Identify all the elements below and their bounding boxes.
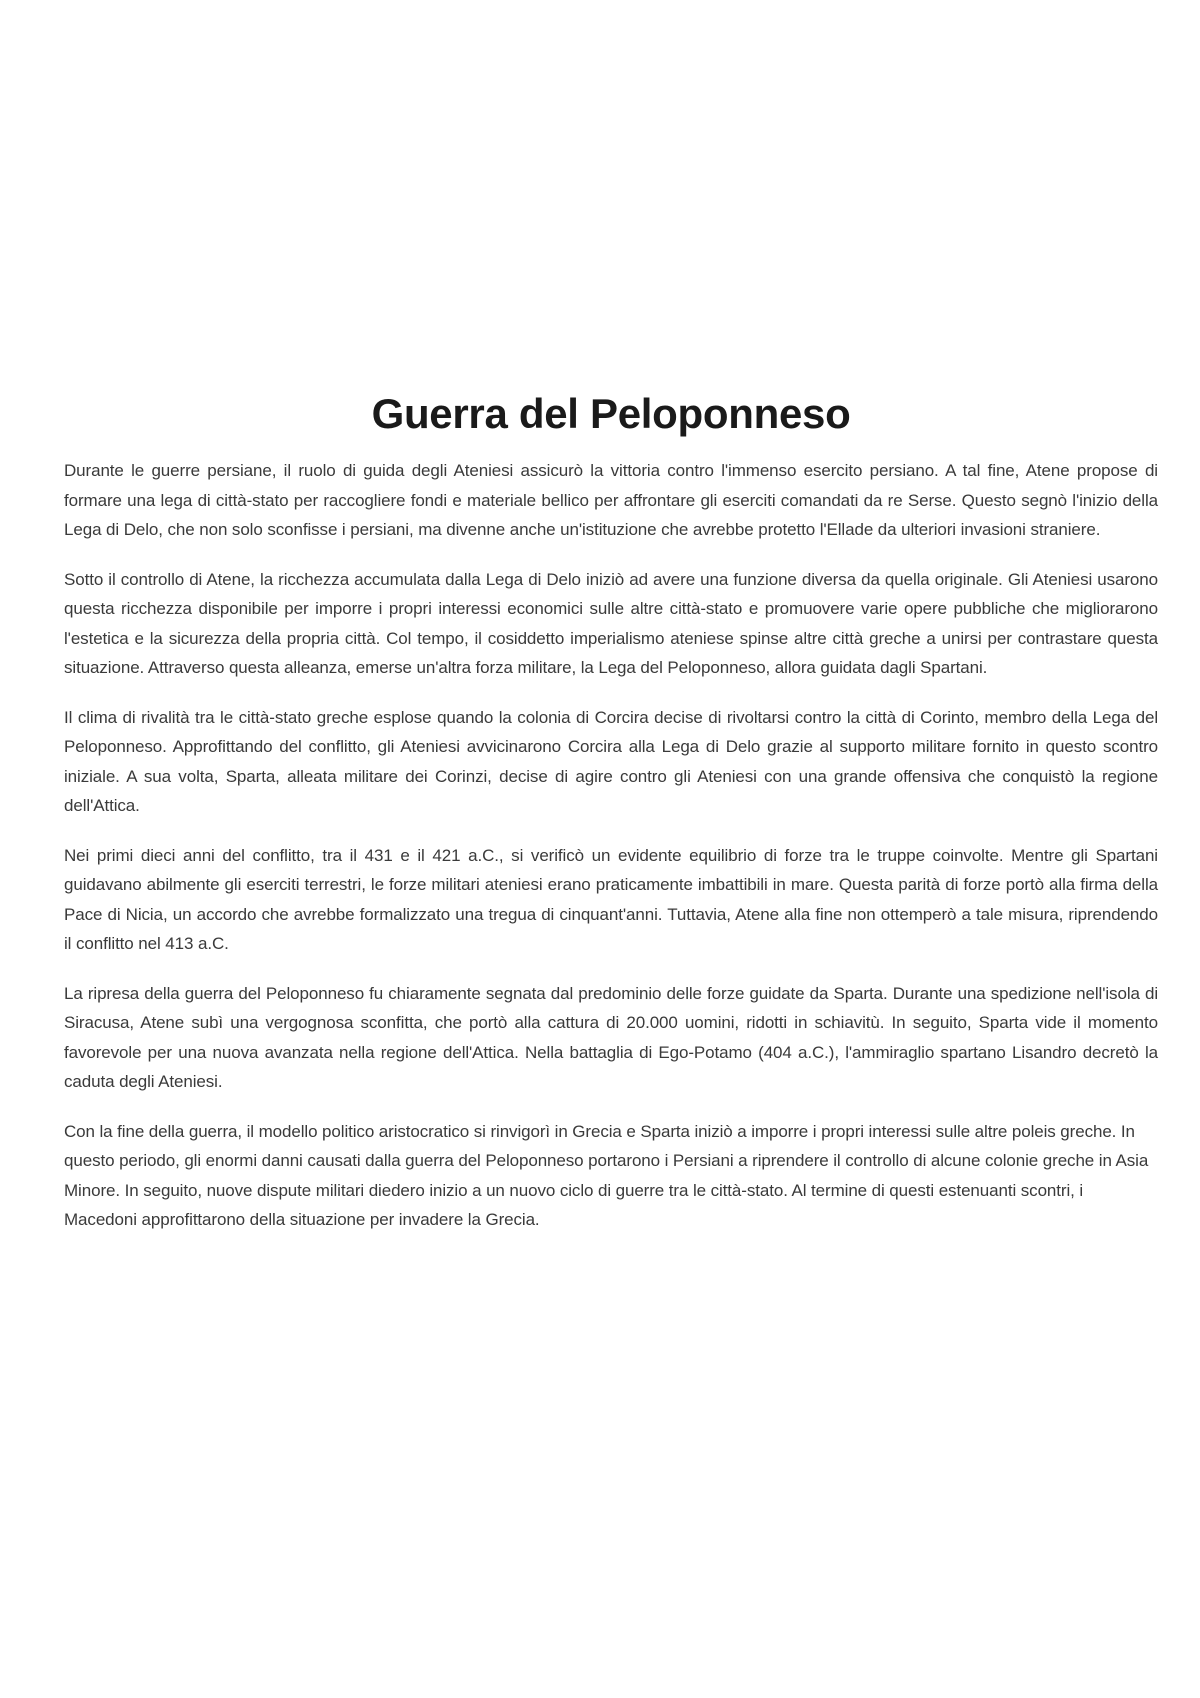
paragraph-5: La ripresa della guerra del Peloponneso fu chiaramente segnata dal predominio delle forze guidate da Sparta. Durante una spedizione nell'isola di Siracusa, Atene subì una vergognosa sconfitta, che portò alla cattura di 20.000 uomini, ridotti in schiavitù. In seguito, Sparta vide il momento favorevole per una nuova avanzata nella regione dell'Attica. Nella battaglia di Ego-Potamo (404 a.C.), l'ammiraglio spartano Lisandro decretò la caduta degli Ateniesi. — [64, 983, 1158, 1091]
page-title: Guerra del Peloponneso — [371, 390, 851, 437]
paragraph-1: Durante le guerre persiane, il ruolo di guida degli Ateniesi assicurò la vittoria contro l'immenso esercito persiano. A tal fine, Atene propose di formare una lega di città-stato per raccogliere fondi e materiale bellico per affrontare gli eserciti comandati da re Serse. Questo segnò l'inizio della Lega di Delo, che non solo sconfisse i persiani, ma divenne anche un'istituzione che avrebbe protetto l'Ellade da ulteriori invasioni straniere. — [64, 461, 1158, 539]
paragraph-4: Nei primi dieci anni del conflitto, tra il 431 e il 421 a.C., si verificò un evidente equilibrio di forze tra le truppe coinvolte. Mentre gli Spartani guidavano abilmente gli eserciti terrestri, le forze militari ateniesi erano praticamente imbattibili in mare. Questa parità di forze portò alla firma della Pace di Nicia, un accordo che avrebbe formalizzato una tregua di cinquant'anni. Tuttavia, Atene alla fine non ottemperò a tale misura, riprendendo il conflitto nel 413 a.C. — [64, 845, 1158, 953]
paragraph-2: Sotto il controllo di Atene, la ricchezza accumulata dalla Lega di Delo iniziò ad avere una funzione diversa da quella originale. Gli Ateniesi usarono questa ricchezza disponibile per imporre i propri interessi economici sulle altre città-stato e promuovere varie opere pubbliche che migliorarono l'estetica e la sicurezza della propria città. Col tempo, il cosiddetto imperialismo ateniese spinse altre città greche a unirsi per contrastare questa situazione. Attraverso questa alleanza, emerse un'altra forza militare, la Lega del Peloponneso, allora guidata dagli Spartani. — [64, 569, 1158, 677]
paragraph-3: Il clima di rivalità tra le città-stato greche esplose quando la colonia di Corcira decise di rivoltarsi contro la città di Corinto, membro della Lega del Peloponneso. Approfittando del conflitto, gli Ateniesi avvicinarono Corcira alla Lega di Delo grazie al supporto militare fornito in questo scontro iniziale. A sua volta, Sparta, alleata militare dei Corinzi, decise di agire contro gli Ateniesi con una grande offensiva che conquistò la regione dell'Attica. — [64, 707, 1158, 815]
paragraph-6: Con la fine della guerra, il modello politico aristocratico si rinvigorì in Grecia e Sparta iniziò a imporre i propri interessi sulle altre poleis greche. In questo periodo, gli enormi danni causati dalla guerra del Peloponneso portarono i Persiani a riprendere il controllo di alcune colonie greche in Asia Minore. In seguito, nuove dispute militari diedero inizio a un nuovo ciclo di guerre tra le città-stato. Al termine di questi estenuanti scontri, i Macedoni approfittarono della situazione per invadere la Grecia. — [64, 1121, 1149, 1229]
document-content — [64, 388, 1158, 1255]
